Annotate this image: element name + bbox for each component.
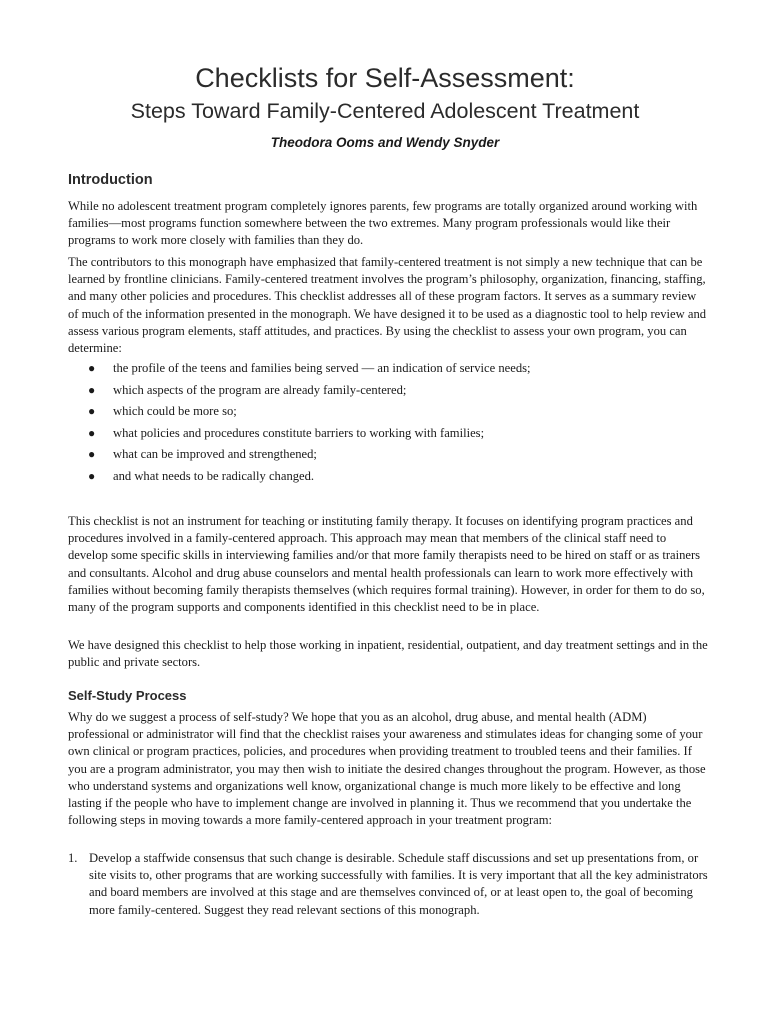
- intro-paragraph-2: The contributors to this monograph have emphasized that family-centered treatment is not simply a new technique that can be learned by frontline clinicians. Family-centered treatment involves the program’s philosophy, organization, financing, staffing, and many other policies and procedures. This checklist addresses all of these program factors. It serves as a summary review of much of the information presented in the monograph. We have designed it to be used as a diagnostic tool to help review and assess various program elements, staff attitudes, and practices. By using the checklist to assess your own program, you can determine:: [68, 255, 707, 356]
- list-item: ● and what needs to be radically changed.: [68, 468, 708, 490]
- page-subtitle: Steps Toward Family-Centered Adolescent Treatment: [130, 99, 640, 123]
- assessment-bullet-list: [68, 360, 708, 490]
- step-item: [68, 850, 708, 919]
- intro-paragraph-1: While no adolescent treatment program completely ignores parents, few programs are totally organized around working with families—most programs function somewhere between the two extremes. Many program professionals would like their programs to work more closely with families than they do.: [68, 199, 698, 248]
- step-text: Develop a staffwide consensus that such change is desirable. Schedule staff discussions and set up presentations from, or site visits to, other programs that are working successfully with families. It is very important that all the key administrators and board members are involved at this stage and are themselves convinced of, or at least open to, the goal of becoming more family-centered. Suggest they read relevant sections of this monograph.: [89, 851, 708, 917]
- page-title: Checklists for Self-Assessment:: [195, 63, 575, 93]
- intro-paragraph-4: We have designed this checklist to help those working in inpatient, residential, outpatient, and day treatment settings and in the public and private sectors.: [68, 638, 708, 670]
- bullet-icon: ●: [88, 425, 96, 440]
- bullet-icon: ●: [88, 404, 96, 419]
- bullet-icon: ●: [88, 447, 96, 462]
- self-study-paragraph: Why do we suggest a process of self-study? We hope that you as an alcohol, drug abuse, and mental health (ADM) professional or administrator will find that the checklist raises your awareness and stimulates ideas for changing some of your own clinical or program practices, policies, and procedures when providing treatment to troubled teens and their families. If you are a program administrator, you may then wish to initiate the desired changes throughout the program. However, as those who understand systems and organizations well know, organizational change is much more likely to be effective and long lasting if the people who have to implement change are involved in planning it. Thus we recommend that you undertake the following steps in moving towards a more family-centered approach in your treatment program:: [68, 710, 706, 828]
- steps-list: [68, 850, 708, 919]
- intro-paragraph-3: This checklist is not an instrument for teaching or instituting family therapy. It focuses on identifying program practices and procedures involved in a family-centered approach. This approach may mean that members of the clinical staff need to develop some specific skills in interviewing families and/or that more family therapists need to be hired on staff or as trainers and consultants. Alcohol and drug abuse counselors and mental health professionals can learn to work more effectively with families without becoming family therapists themselves (which requires formal training). However, in order for them to do so, many of the program supports and components identified in this checklist need to be in place.: [68, 514, 705, 615]
- list-item: ● which aspects of the program are already family-centered;: [68, 382, 708, 404]
- bullet-icon: ●: [88, 361, 96, 375]
- bullet-icon: ●: [88, 468, 96, 483]
- authors-line: Theodora Ooms and Wendy Snyder: [270, 135, 500, 150]
- introduction-heading: Introduction: [68, 172, 153, 188]
- list-item: ● what can be improved and strengthened;: [68, 446, 708, 468]
- bullet-icon: ●: [88, 382, 96, 397]
- list-item: ● the profile of the teens and families being served — an indication of service needs;: [68, 360, 708, 382]
- step-number: 1.: [68, 851, 78, 865]
- list-item: ● which could be more so;: [68, 403, 708, 425]
- list-item: ● what policies and procedures constitute barriers to working with families;: [68, 425, 708, 447]
- self-study-heading: Self-Study Process: [68, 688, 187, 703]
